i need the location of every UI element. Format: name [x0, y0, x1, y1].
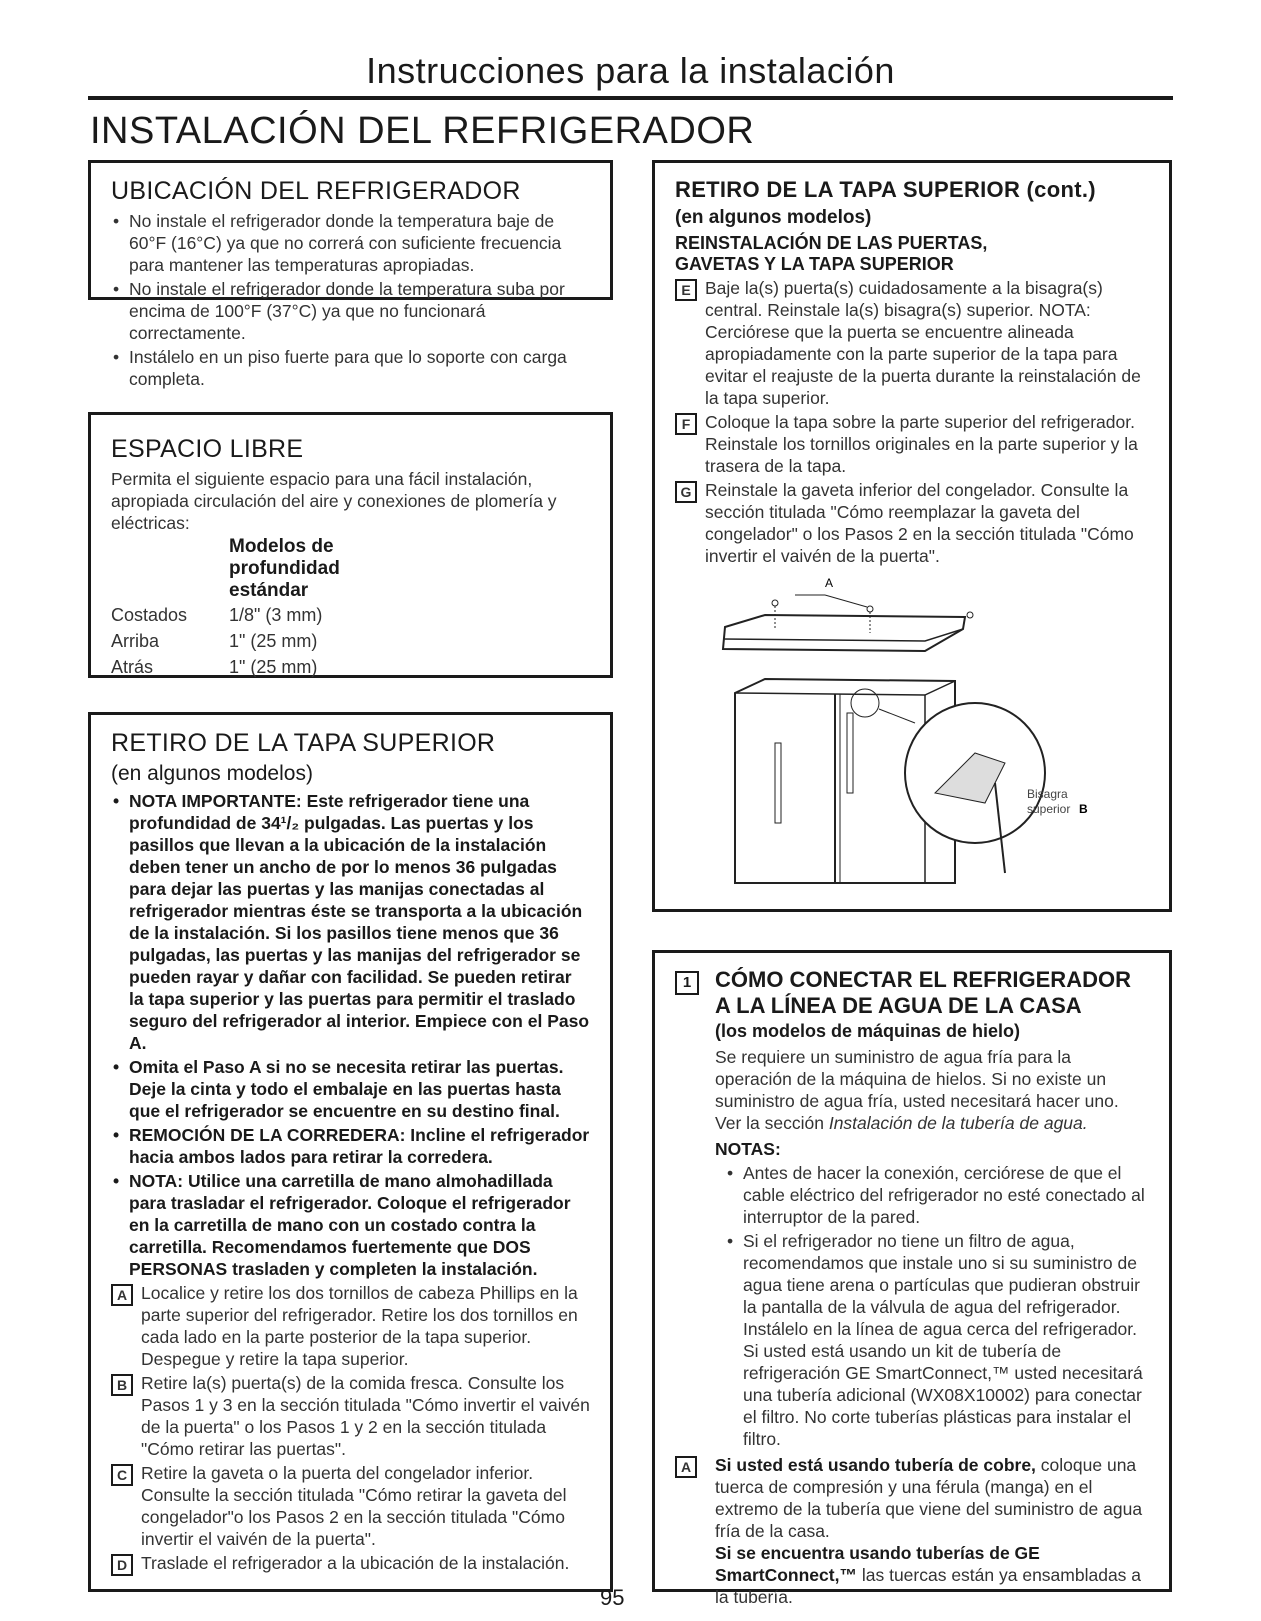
retiro-cont-title: RETIRO DE LA TAPA SUPERIOR (cont.)	[675, 177, 1096, 202]
step-letter-badge: D	[111, 1554, 133, 1576]
clearance-label: Arriba	[111, 631, 160, 651]
list-item: • No instale el refrigerador donde la temperatura baje de 60°F (16°C) ya que no correrá con suficiente frecuencia para mantener las temperaturas apropiadas.	[111, 210, 590, 276]
step-g	[675, 479, 1149, 567]
list-item: • Si el refrigerador no tiene un filtro de agua, recomendamos que instale uno si su suministro de agua tiene arena o partículas que pudieran obstruir la pantalla de la válvula de agua del refrigerador. Instálelo en la línea de agua cerca del refrigerador. Si usted está usando un kit de tubería de refrigeración GE SmartConnect,™ usted necesitará una tubería adicional (WX08X10002) para conectar el filtro. No corte tuberías plásticas para instalar el filtro.	[725, 1230, 1149, 1450]
retiro-cont-subtitle: (en algunos modelos)	[675, 207, 872, 228]
clearance-label: Costados	[111, 605, 188, 625]
step-text: Retire la gaveta o la puerta del congelador inferior. Consulte la sección titulada "Cómo retirar la gaveta del congelador"o los Pasos 2 en la sección titulada "Cómo invertir el vaivén de la puerta".	[141, 1463, 567, 1549]
list-item: • No instale el refrigerador donde la temperatura suba por encima de 100°F (37°C) ya que no funcionará correctamente.	[111, 278, 590, 344]
step-letter-badge: A	[675, 1456, 697, 1478]
diagram-label-hinge-superior: superior	[1027, 802, 1071, 816]
conectar-intro: Se requiere un suministro de agua fría para la operación de la máquina de hielos. Si no existe un suministro de agua fría, usted necesitará hacer uno. Ver la sección	[715, 1047, 1119, 1133]
step-text: Traslade el refrigerador a la ubicación de la instalación.	[141, 1553, 570, 1573]
step-text: Reinstale la gaveta inferior del congelador. Consulte la sección titulada "Cómo reemplazar la gaveta del congelador" o los Pasos 2 en la sección titulada "Cómo invertir el vaivén de la puerta".	[705, 480, 1134, 566]
step-letter-badge: E	[675, 279, 697, 301]
list-item: • NOTA IMPORTANTE: Este refrigerador tiene una profundidad de 34¹/₂ pulgadas. Las puertas y los pasillos que llevan a la ubicación de la instalación deben tener un ancho de por lo menos 36 pulgadas para dejar las puertas y las manijas conectadas al refrigerador mientras éste se transporta a la ubicación de la instalación. Si los pasillos tiene menos que 36 pulgadas, las puertas y las manijas del refrigerador se pueden rayar y dañar con facilidad. Se pueden retirar la tapa superior y las puertas para permitir el traslado seguro del refrigerador al interior. Empiece con el Paso A.	[111, 790, 590, 1054]
step-letter-badge: A	[111, 1284, 133, 1306]
step-e	[675, 277, 1149, 409]
step-text: Retire la(s) puerta(s) de la comida fresca. Consulte los Pasos 1 y 3 en la sección titulada "Cómo invertir el vaivén de la puerta" o los Pasos 1 y 2 en la sección titulada "Cómo retirar las puertas".	[141, 1373, 590, 1459]
conectar-intro-block	[675, 1046, 1149, 1134]
ubicacion-title: UBICACIÓN DEL REFRIGERADOR	[111, 177, 521, 205]
retiro-box	[88, 712, 613, 1592]
step-letter-badge: C	[111, 1464, 133, 1486]
list-item: • REMOCIÓN DE LA CORREDERA: Incline el refrigerador hacia ambos lados para retirar la corredera.	[111, 1124, 590, 1168]
retiro-title: RETIRO DE LA TAPA SUPERIOR	[111, 729, 496, 757]
diagram-label-hinge: Bisagra	[1027, 787, 1068, 801]
list-item: • Instálelo en un piso fuerte para que lo soporte con carga completa.	[111, 346, 590, 390]
diagram-label-b: B	[1079, 802, 1088, 816]
table-row	[111, 602, 590, 628]
list-item: • Omita el Paso A si no se necesita retirar las puertas. Deje la cinta y todo el embalaje en las puertas hasta que el refrigerador se encuentre en su destino final.	[111, 1056, 590, 1122]
clearance-value: 1" (25 mm)	[229, 631, 318, 651]
clearance-value: 1" (25 mm)	[229, 657, 318, 677]
ubicacion-box	[88, 160, 613, 389]
step-b	[111, 1372, 590, 1460]
table-row	[111, 654, 590, 680]
espacio-intro: Permita el siguiente espacio para una fácil instalación, apropiada circulación del aire y conexiones de plomería y eléctricas:	[111, 469, 557, 533]
step-a-text2: las tuercas están ya ensambladas a la tubería.	[715, 1565, 1142, 1607]
conectar-title-line2: A LA LÍNEA DE AGUA DE LA CASA	[715, 993, 1082, 1018]
retiro-cont-box	[652, 160, 1172, 912]
notas-list	[675, 1162, 1149, 1450]
retiro-subtitle: (en algunos modelos)	[111, 762, 313, 785]
step-f	[675, 411, 1149, 477]
step-text: Coloque la tapa sobre la parte superior del refrigerador. Reinstale los tornillos originales en la parte superior y la trasera de la tapa.	[705, 412, 1138, 476]
list-item: • Antes de hacer la conexión, cerciórese de que el cable eléctrico del refrigerador no esté conectado al interruptor de la pared.	[725, 1162, 1149, 1228]
ubicacion-list	[111, 210, 590, 390]
section-title: INSTALACIÓN DEL REFRIGERADOR	[90, 110, 755, 152]
conectar-intro-link: Instalación de la tubería de agua.	[828, 1113, 1088, 1133]
step-a	[111, 1282, 590, 1370]
retiro-bullets	[111, 790, 590, 1280]
diagram-label-a: A	[825, 576, 834, 590]
step-letter-badge: F	[675, 413, 697, 435]
espacio-title: ESPACIO LIBRE	[111, 435, 304, 463]
step-number-badge: 1	[675, 971, 699, 995]
step-a-bold2: Si se encuentra usando tuberías de GE SmartConnect,™	[715, 1543, 1040, 1585]
list-item: • NOTA: Utilice una carretilla de mano almohadillada para trasladar el refrigerador. Coloque el refrigerador en la carretilla de mano con un costado contra la carretilla. Recomendamos fuertemente que DOS PERSONAS trasladen y completen la instalación.	[111, 1170, 590, 1280]
conectar-title-line1: CÓMO CONECTAR EL REFRIGERADOR	[715, 967, 1131, 992]
conectar-subtitle: (los modelos de máquinas de hielo)	[715, 1021, 1021, 1041]
page-number: 95	[600, 1585, 625, 1610]
step-a-text: coloque una tuerca de compresión y una férula (manga) en el extremo de la tubería que viene del suministro de agua fría de la casa.	[715, 1455, 1143, 1541]
refrigerator-top-cover-diagram	[675, 573, 1153, 903]
conectar-box	[652, 950, 1172, 1607]
espacio-column-header: Modelos de profundidad estándar	[229, 536, 340, 601]
notas-label: NOTAS:	[715, 1139, 781, 1159]
step-text: Localice y retire los dos tornillos de cabeza Phillips en la parte superior del refrigerador. Retire los dos tornillos en cada lado en la parte posterior de la tapa superior. Despegue y retire la tapa superior.	[141, 1283, 578, 1369]
conectar-heading	[675, 967, 1149, 1042]
step-c	[111, 1462, 590, 1550]
step-a-bold: Si usted está usando tubería de cobre,	[715, 1455, 1036, 1475]
table-row	[111, 628, 590, 654]
page-header-title: Instrucciones para la instalación	[366, 50, 895, 91]
step-text: Baje la(s) puerta(s) cuidadosamente a la bisagra(s) central. Reinstale la(s) bisagra(s) superior. NOTA: Cerciórese que la puerta se encuentre alineada apropiadamente con la parte superior de la tapa para evitar el reajuste de la puerta durante la reinstalación de la tapa superior.	[705, 278, 1141, 408]
step-letter-badge: B	[111, 1374, 133, 1396]
reinstalacion-subhead: REINSTALACIÓN DE LAS PUERTAS, GAVETAS Y LA TAPA SUPERIOR	[675, 233, 988, 274]
header-divider	[88, 96, 1173, 100]
conectar-step-a	[675, 1454, 1149, 1608]
clearance-value: 1/8" (3 mm)	[229, 605, 323, 625]
espacio-box	[88, 412, 613, 678]
clearance-label: Atrás	[111, 657, 154, 677]
step-letter-badge: G	[675, 481, 697, 503]
step-d	[111, 1552, 590, 1574]
